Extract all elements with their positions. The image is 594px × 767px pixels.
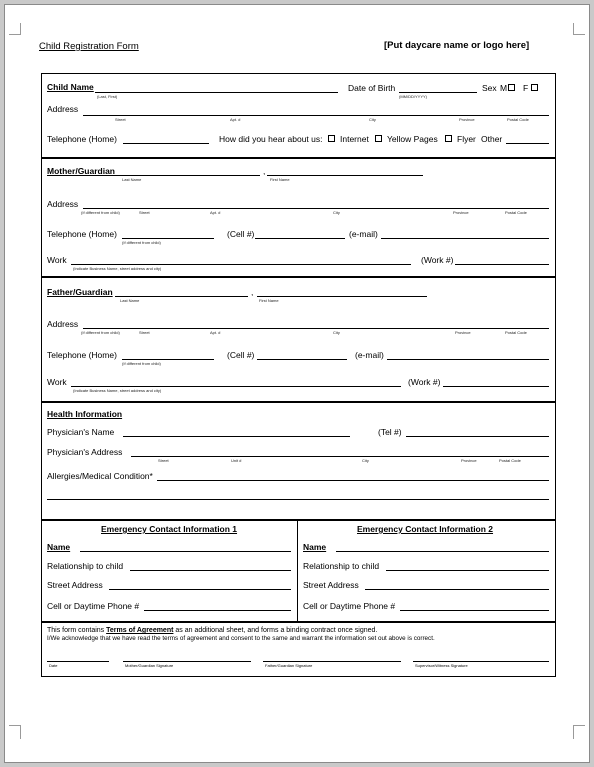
emergency2-relationship-field[interactable] bbox=[386, 570, 549, 571]
addr-postal-hint: Postal Code bbox=[499, 458, 521, 463]
father-work-field[interactable] bbox=[71, 386, 401, 387]
physician-name-label: Physician's Name bbox=[47, 427, 115, 437]
child-name-field[interactable] bbox=[95, 92, 338, 93]
other-label: Other bbox=[481, 134, 503, 144]
mother-address-field[interactable] bbox=[83, 208, 549, 209]
physician-name-field[interactable] bbox=[123, 436, 350, 437]
emergency2-phone-field[interactable] bbox=[400, 610, 549, 611]
mother-header: Mother/Guardian bbox=[47, 166, 116, 176]
mother-work-phone-field[interactable] bbox=[455, 264, 549, 265]
mother-address-label: Address bbox=[47, 199, 79, 209]
addr-diff-hint: (If different from child) bbox=[81, 210, 120, 215]
crop-mark bbox=[20, 725, 21, 739]
sex-label: Sex bbox=[482, 83, 497, 93]
sex-m-label: M bbox=[500, 83, 508, 93]
daycare-placeholder: [Put daycare name or logo here] bbox=[384, 40, 530, 51]
mother-work-field[interactable] bbox=[71, 264, 411, 265]
addr-city-hint: City bbox=[362, 458, 369, 463]
child-name-hint: (Last, First) bbox=[97, 94, 118, 99]
addr-street-hint: Street bbox=[139, 210, 150, 215]
first-name-hint: First Name bbox=[270, 177, 290, 182]
father-address-field[interactable] bbox=[83, 328, 549, 329]
father-cell-label: (Cell #) bbox=[227, 350, 255, 360]
emergency1-street-field[interactable] bbox=[109, 589, 291, 590]
emergency2-name-label: Name bbox=[303, 542, 327, 552]
addr-city-hint: City bbox=[369, 117, 376, 122]
supervisor-signature-label: Supervisor/Witness Signature bbox=[415, 663, 468, 668]
addr-province-hint: Province bbox=[459, 117, 475, 122]
mother-email-field[interactable] bbox=[381, 238, 549, 239]
addr-postal-hint: Postal Code bbox=[507, 117, 529, 122]
addr-city-hint: City bbox=[333, 210, 340, 215]
father-header: Father/Guardian bbox=[47, 287, 113, 297]
yellow-pages-label: Yellow Pages bbox=[387, 134, 438, 144]
father-telephone-field[interactable] bbox=[122, 359, 214, 360]
addr-unit-hint: Unit # bbox=[231, 458, 242, 463]
health-section bbox=[41, 402, 556, 520]
mother-last-name-field[interactable] bbox=[115, 175, 260, 176]
father-email-field[interactable] bbox=[387, 359, 549, 360]
physician-address-field[interactable] bbox=[131, 456, 549, 457]
internet-label: Internet bbox=[340, 134, 369, 144]
father-cell-field[interactable] bbox=[257, 359, 347, 360]
addr-street-hint: Street bbox=[158, 458, 169, 463]
emergency-divider bbox=[297, 520, 298, 622]
allergies-field-line2[interactable] bbox=[47, 499, 549, 500]
emergency1-street-label: Street Address bbox=[47, 580, 103, 590]
work-hint: (Indicate Business Name, street address and city) bbox=[73, 266, 162, 271]
allergies-field[interactable] bbox=[157, 480, 549, 481]
sex-f-checkbox[interactable] bbox=[531, 84, 538, 91]
emergency1-phone-label: Cell or Daytime Phone # bbox=[47, 601, 140, 611]
addr-province-hint: Province bbox=[461, 458, 477, 463]
last-name-hint: Last Name bbox=[122, 177, 142, 182]
crop-mark bbox=[9, 34, 21, 35]
crop-mark bbox=[573, 34, 585, 35]
form-title: Child Registration Form bbox=[39, 41, 139, 52]
physician-address-label: Physician's Address bbox=[47, 447, 123, 457]
mother-work-phone-label: (Work #) bbox=[421, 255, 454, 265]
father-last-name-field[interactable] bbox=[115, 296, 248, 297]
sex-f-label: F bbox=[523, 83, 529, 93]
dob-label: Date of Birth bbox=[348, 83, 396, 93]
father-work-phone-field[interactable] bbox=[443, 386, 549, 387]
comma: , bbox=[263, 166, 266, 176]
flyer-label: Flyer bbox=[457, 134, 476, 144]
addr-diff-hint: (If different from child) bbox=[81, 330, 120, 335]
addr-postal-hint: Postal Code bbox=[505, 330, 527, 335]
mother-cell-label: (Cell #) bbox=[227, 229, 255, 239]
agreement-line1 bbox=[47, 627, 377, 635]
work-hint: (Indicate Business Name, street address and city) bbox=[73, 388, 162, 393]
crop-mark bbox=[573, 725, 585, 726]
emergency1-phone-field[interactable] bbox=[144, 610, 291, 611]
father-first-name-field[interactable] bbox=[257, 296, 427, 297]
yellow-pages-checkbox[interactable] bbox=[375, 135, 382, 142]
addr-province-hint: Province bbox=[453, 210, 469, 215]
emergency1-relationship-field[interactable] bbox=[130, 570, 291, 571]
first-name-hint: First Name bbox=[259, 298, 279, 303]
health-header: Health Information bbox=[47, 409, 123, 419]
mother-email-label: (e-mail) bbox=[349, 229, 378, 239]
emergency2-header: Emergency Contact Information 2 bbox=[357, 524, 494, 534]
emergency2-phone-label: Cell or Daytime Phone # bbox=[303, 601, 396, 611]
emergency2-name-field[interactable] bbox=[336, 551, 549, 552]
dob-field[interactable] bbox=[399, 92, 477, 93]
emergency1-name-field[interactable] bbox=[80, 551, 291, 552]
terms-of-agreement-link: Terms of Agreement bbox=[106, 627, 174, 634]
child-telephone-field[interactable] bbox=[123, 143, 209, 144]
addr-apt-hint: Apt. # bbox=[230, 117, 241, 122]
sex-m-checkbox[interactable] bbox=[508, 84, 515, 91]
comma: , bbox=[251, 287, 254, 297]
father-email-label: (e-mail) bbox=[355, 350, 384, 360]
last-name-hint: Last Name bbox=[120, 298, 140, 303]
emergency1-header: Emergency Contact Information 1 bbox=[101, 524, 238, 534]
emergency2-relationship-label: Relationship to child bbox=[303, 561, 380, 571]
child-address-field[interactable] bbox=[83, 115, 549, 116]
allergies-label: Allergies/Medical Condition* bbox=[47, 471, 153, 481]
agreement-line1-pre: This form contains bbox=[47, 627, 107, 634]
hear-label: How did you hear about us: bbox=[219, 134, 323, 144]
mother-first-name-field[interactable] bbox=[267, 175, 423, 176]
addr-city-hint: City bbox=[333, 330, 340, 335]
addr-street-hint: Street bbox=[115, 117, 126, 122]
internet-checkbox[interactable] bbox=[328, 135, 335, 142]
mother-cell-field[interactable] bbox=[255, 238, 345, 239]
mother-signature-field[interactable] bbox=[123, 661, 251, 662]
document-page bbox=[4, 4, 590, 763]
child-telephone-label: Telephone (Home) bbox=[47, 134, 117, 144]
addr-apt-hint: Apt. # bbox=[210, 210, 221, 215]
addr-apt-hint: Apt. # bbox=[210, 330, 221, 335]
father-telephone-label: Telephone (Home) bbox=[47, 350, 117, 360]
emergency2-street-field[interactable] bbox=[365, 589, 549, 590]
crop-mark bbox=[573, 725, 574, 739]
agreement-line2: I/We acknowledge that we have read the terms of agreement and consent to the same and warrant the information set out above is correct. bbox=[47, 635, 435, 642]
tel-hint: (If different from child) bbox=[122, 361, 161, 366]
emergency2-street-label: Street Address bbox=[303, 580, 359, 590]
agreement-line1-post: as an additional sheet, and forms a binding contract once signed. bbox=[173, 627, 378, 634]
emergency1-name-label: Name bbox=[47, 542, 71, 552]
father-signature-label: Father/Guardian Signature bbox=[265, 663, 313, 668]
crop-mark bbox=[9, 725, 21, 726]
emergency1-relationship-label: Relationship to child bbox=[47, 561, 124, 571]
flyer-checkbox[interactable] bbox=[445, 135, 452, 142]
father-address-label: Address bbox=[47, 319, 79, 329]
date-signature-label: Date bbox=[49, 663, 58, 668]
other-field[interactable] bbox=[506, 143, 549, 144]
mother-telephone-field[interactable] bbox=[122, 238, 214, 239]
addr-postal-hint: Postal Code bbox=[505, 210, 527, 215]
date-signature-field[interactable] bbox=[47, 661, 109, 662]
addr-street-hint: Street bbox=[139, 330, 150, 335]
father-work-label: Work bbox=[47, 377, 67, 387]
dob-hint: (MM/DD/YYYY) bbox=[399, 94, 427, 99]
father-signature-field[interactable] bbox=[263, 661, 401, 662]
tel-hint: (If different from child) bbox=[122, 240, 161, 245]
child-name-label: Child Name bbox=[47, 82, 94, 92]
physician-tel-label: (Tel #) bbox=[378, 427, 402, 437]
mother-signature-label: Mother/Guardian Signature bbox=[125, 663, 174, 668]
addr-province-hint: Province bbox=[455, 330, 471, 335]
physician-tel-field[interactable] bbox=[406, 436, 549, 437]
mother-telephone-label: Telephone (Home) bbox=[47, 229, 117, 239]
father-work-phone-label: (Work #) bbox=[408, 377, 441, 387]
child-address-label: Address bbox=[47, 104, 79, 114]
mother-work-label: Work bbox=[47, 255, 67, 265]
supervisor-signature-field[interactable] bbox=[413, 661, 549, 662]
